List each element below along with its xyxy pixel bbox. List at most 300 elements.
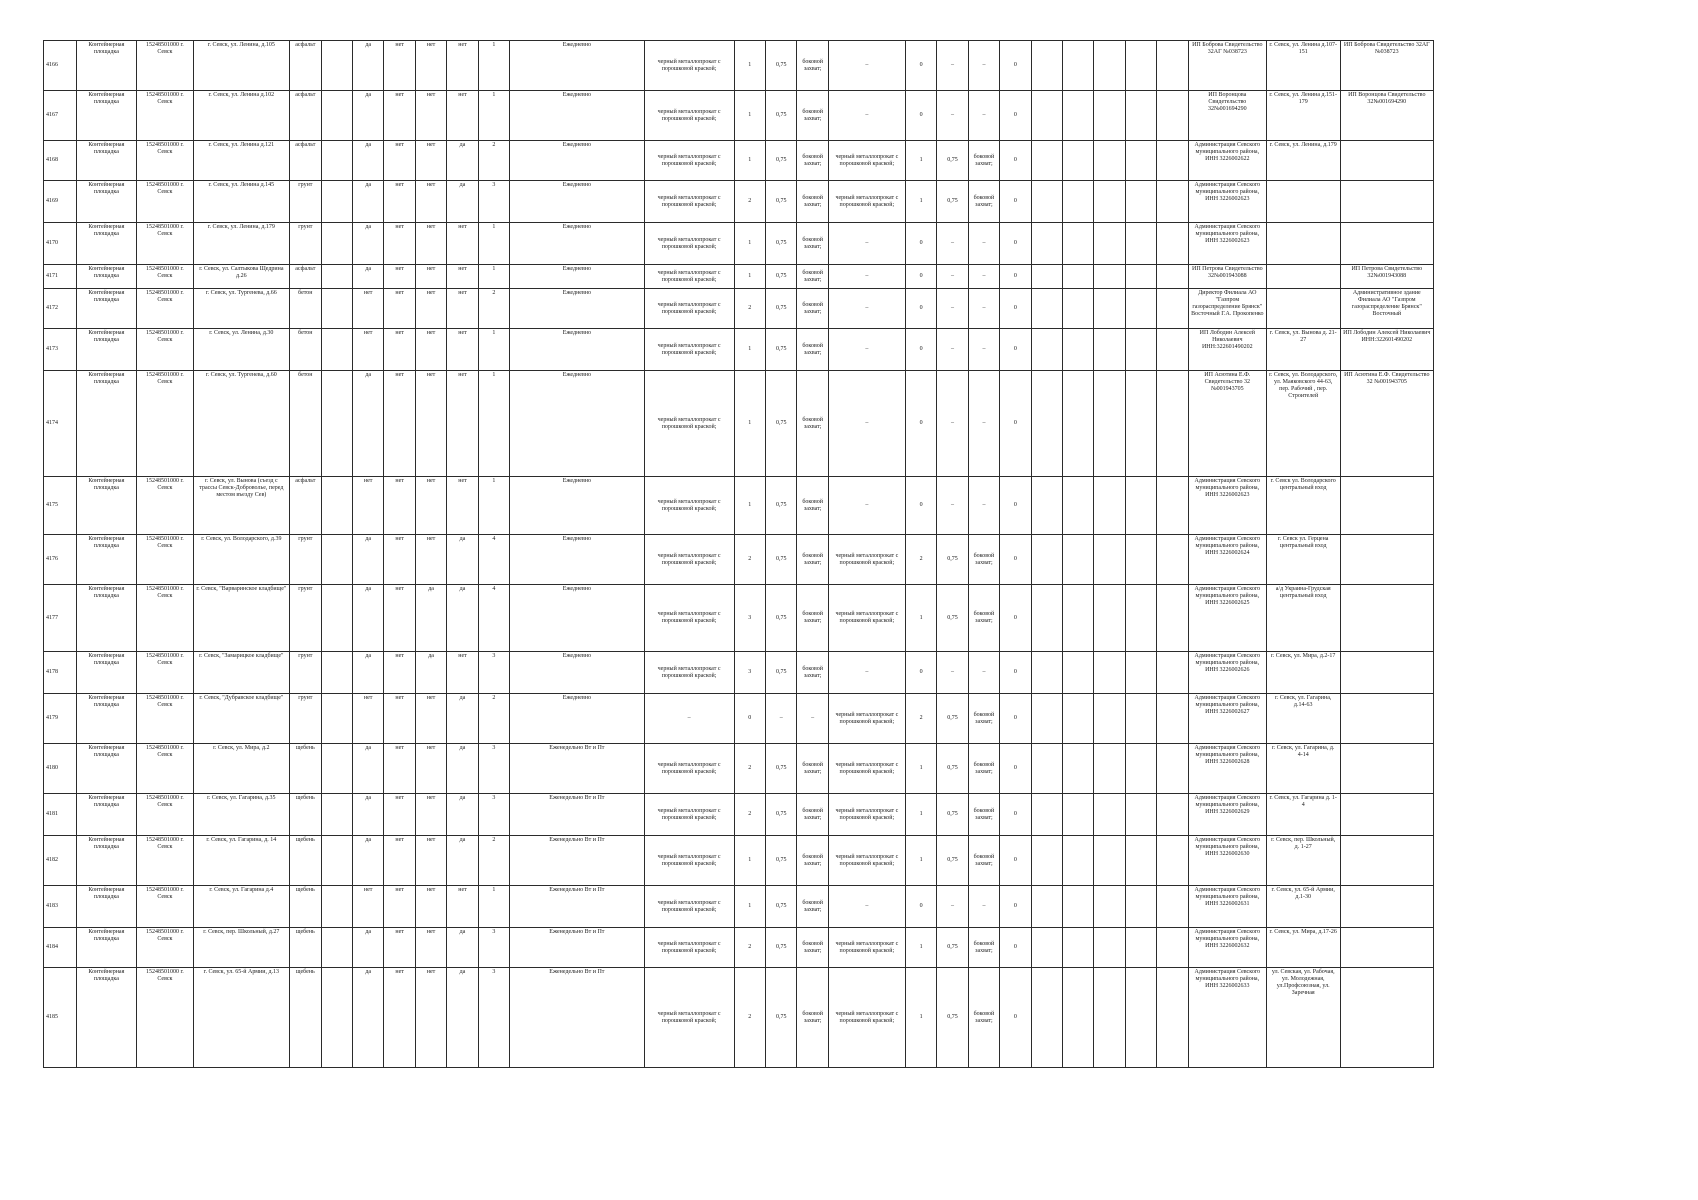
container-material-2: черный металлопрокат с порошковой краской; bbox=[828, 535, 905, 585]
empty-cell bbox=[1031, 928, 1062, 968]
separate-flag: нет bbox=[447, 329, 478, 371]
fence-flag: да bbox=[352, 744, 383, 794]
grip-type-2: боковой захват; bbox=[968, 744, 999, 794]
container-qty-2: 0 bbox=[905, 886, 936, 928]
grip-type: боковой захват; bbox=[797, 181, 828, 223]
table-row bbox=[44, 886, 1434, 928]
okato-code: 15248501000 г. Севск bbox=[137, 886, 193, 928]
site-id: 4181 bbox=[44, 794, 77, 836]
surface-type: щебень bbox=[290, 968, 321, 1068]
container-qty: 1 bbox=[734, 329, 765, 371]
container-material-2: черный металлопрокат с порошковой краской; bbox=[828, 141, 905, 181]
fence-flag: нет bbox=[352, 289, 383, 329]
okato-code: 15248501000 г. Севск bbox=[137, 41, 193, 91]
table-row bbox=[44, 968, 1434, 1068]
container-material: черный металлопрокат с порошковой краской; bbox=[644, 223, 734, 265]
container-qty: 1 bbox=[734, 141, 765, 181]
container-qty-2: 0 bbox=[905, 289, 936, 329]
container-material-2: – bbox=[828, 265, 905, 289]
empty-cell bbox=[1094, 694, 1125, 744]
site-id: 4173 bbox=[44, 329, 77, 371]
separate-flag: да bbox=[447, 928, 478, 968]
site-type: Контейнерная площадка bbox=[76, 928, 137, 968]
empty-cell bbox=[1125, 652, 1156, 694]
site-address: г. Севск, ул. Гагарина, д.35 bbox=[193, 794, 289, 836]
container-qty: 1 bbox=[734, 265, 765, 289]
site-id: 4167 bbox=[44, 91, 77, 141]
empty-cell bbox=[321, 694, 352, 744]
surface-type: асфальт bbox=[290, 265, 321, 289]
container-qty-2: 1 bbox=[905, 968, 936, 1068]
table-row bbox=[44, 223, 1434, 265]
waste-source bbox=[1340, 477, 1433, 535]
container-volume: 0,75 bbox=[766, 265, 797, 289]
okato-code: 15248501000 г. Севск bbox=[137, 289, 193, 329]
site-type: Контейнерная площадка bbox=[76, 329, 137, 371]
roof-flag: нет bbox=[384, 329, 415, 371]
container-count: 2 bbox=[478, 141, 509, 181]
site-type: Контейнерная площадка bbox=[76, 886, 137, 928]
container-count: 3 bbox=[478, 652, 509, 694]
container-volume: 0,75 bbox=[766, 329, 797, 371]
site-id: 4172 bbox=[44, 289, 77, 329]
large-waste-flag: нет bbox=[415, 289, 446, 329]
site-id: 4175 bbox=[44, 477, 77, 535]
table-row bbox=[44, 41, 1434, 91]
container-qty: 2 bbox=[734, 968, 765, 1068]
empty-cell bbox=[1125, 928, 1156, 968]
waste-source: ИП Асютина Е.Ф. Свидетельство 32 №001943705 bbox=[1340, 371, 1433, 477]
empty-cell bbox=[321, 141, 352, 181]
container-count: 1 bbox=[478, 223, 509, 265]
empty-cell bbox=[1063, 928, 1094, 968]
separate-flag: нет bbox=[447, 371, 478, 477]
waste-source bbox=[1340, 652, 1433, 694]
empty-cell bbox=[1063, 744, 1094, 794]
empty-cell bbox=[1094, 41, 1125, 91]
container-material-2: – bbox=[828, 886, 905, 928]
waste-source bbox=[1340, 836, 1433, 886]
fence-flag: да bbox=[352, 265, 383, 289]
empty-cell bbox=[1063, 886, 1094, 928]
owner-info: Директор Филиала АО "Газпром газораспределение Брянск" Восточный Г.А. Прокопенко bbox=[1188, 289, 1266, 329]
container-material: черный металлопрокат с порошковой краской; bbox=[644, 265, 734, 289]
empty-cell bbox=[1157, 886, 1188, 928]
empty-cell bbox=[1157, 694, 1188, 744]
container-count: 3 bbox=[478, 928, 509, 968]
bunker-count: 0 bbox=[1000, 535, 1031, 585]
container-volume: 0,75 bbox=[766, 928, 797, 968]
container-count: 1 bbox=[478, 371, 509, 477]
site-type: Контейнерная площадка bbox=[76, 41, 137, 91]
owner-info: Администрация Севского муниципального района, ИНН 3226002632 bbox=[1188, 928, 1266, 968]
grip-type: боковой захват; bbox=[797, 744, 828, 794]
container-volume: 0,75 bbox=[766, 181, 797, 223]
large-waste-flag: да bbox=[415, 652, 446, 694]
waste-source bbox=[1340, 694, 1433, 744]
container-material-2: – bbox=[828, 91, 905, 141]
container-material: черный металлопрокат с порошковой краской; bbox=[644, 477, 734, 535]
empty-cell bbox=[1157, 265, 1188, 289]
empty-cell bbox=[1063, 329, 1094, 371]
container-material: черный металлопрокат с порошковой краской; bbox=[644, 836, 734, 886]
fence-flag: да bbox=[352, 141, 383, 181]
container-volume-2: – bbox=[937, 477, 968, 535]
owner-info: ИП Асютина Е.Ф. Свидетельство 32 №001943705 bbox=[1188, 371, 1266, 477]
served-addresses: г. Севск, ул. Ленина, д.179 bbox=[1266, 141, 1340, 181]
grip-type: – bbox=[797, 694, 828, 744]
site-type: Контейнерная площадка bbox=[76, 289, 137, 329]
grip-type-2: – bbox=[968, 265, 999, 289]
container-material: черный металлопрокат с порошковой краской; bbox=[644, 91, 734, 141]
container-volume: – bbox=[766, 694, 797, 744]
fence-flag: нет bbox=[352, 329, 383, 371]
fence-flag: да bbox=[352, 652, 383, 694]
container-qty-2: 2 bbox=[905, 535, 936, 585]
site-address: г. Севск, ул. Гагарина д.4 bbox=[193, 886, 289, 928]
removal-schedule: Еженедельно Вт и Пт bbox=[510, 886, 644, 928]
table-row bbox=[44, 289, 1434, 329]
removal-schedule: Ежедневно bbox=[510, 223, 644, 265]
container-count: 1 bbox=[478, 329, 509, 371]
table-row bbox=[44, 794, 1434, 836]
container-material-2: черный металлопрокат с порошковой краской; bbox=[828, 794, 905, 836]
bunker-count: 0 bbox=[1000, 41, 1031, 91]
container-qty: 1 bbox=[734, 477, 765, 535]
site-id: 4179 bbox=[44, 694, 77, 744]
empty-cell bbox=[1031, 535, 1062, 585]
empty-cell bbox=[1157, 141, 1188, 181]
okato-code: 15248501000 г. Севск bbox=[137, 794, 193, 836]
empty-cell bbox=[1157, 535, 1188, 585]
container-volume-2: – bbox=[937, 371, 968, 477]
container-material: черный металлопрокат с порошковой краской; bbox=[644, 371, 734, 477]
grip-type: боковой захват; bbox=[797, 91, 828, 141]
container-volume-2: 0,75 bbox=[937, 836, 968, 886]
empty-cell bbox=[1031, 477, 1062, 535]
table-row bbox=[44, 181, 1434, 223]
site-id: 4183 bbox=[44, 886, 77, 928]
separate-flag: да bbox=[447, 585, 478, 652]
empty-cell bbox=[1094, 371, 1125, 477]
empty-cell bbox=[1063, 794, 1094, 836]
fence-flag: нет bbox=[352, 694, 383, 744]
site-address: г. Севск, ул. Володарского, д.39 bbox=[193, 535, 289, 585]
bunker-count: 0 bbox=[1000, 744, 1031, 794]
empty-cell bbox=[1063, 289, 1094, 329]
container-count: 1 bbox=[478, 265, 509, 289]
separate-flag: да bbox=[447, 141, 478, 181]
site-type: Контейнерная площадка bbox=[76, 585, 137, 652]
container-qty-2: 1 bbox=[905, 141, 936, 181]
table-row bbox=[44, 928, 1434, 968]
site-id: 4169 bbox=[44, 181, 77, 223]
empty-cell bbox=[1063, 694, 1094, 744]
empty-cell bbox=[1063, 968, 1094, 1068]
container-count: 3 bbox=[478, 744, 509, 794]
empty-cell bbox=[1031, 223, 1062, 265]
container-material: черный металлопрокат с порошковой краской; bbox=[644, 652, 734, 694]
empty-cell bbox=[1031, 794, 1062, 836]
empty-cell bbox=[1031, 585, 1062, 652]
empty-cell bbox=[321, 289, 352, 329]
container-count: 2 bbox=[478, 836, 509, 886]
roof-flag: нет bbox=[384, 477, 415, 535]
large-waste-flag: нет bbox=[415, 329, 446, 371]
site-address: г. Севск, ул. Ленина д.145 bbox=[193, 181, 289, 223]
empty-cell bbox=[1157, 836, 1188, 886]
site-address: г. Севск, "Варваринское кладбище" bbox=[193, 585, 289, 652]
removal-schedule: Еженедельно Вт и Пт bbox=[510, 836, 644, 886]
roof-flag: нет bbox=[384, 694, 415, 744]
grip-type: боковой захват; bbox=[797, 477, 828, 535]
site-id: 4176 bbox=[44, 535, 77, 585]
roof-flag: нет bbox=[384, 141, 415, 181]
empty-cell bbox=[1094, 535, 1125, 585]
served-addresses: г. Севск, ул. Володарского, ул. Маяковского 44-63, пер. Рабочий , пер. Строителей bbox=[1266, 371, 1340, 477]
empty-cell bbox=[1157, 477, 1188, 535]
grip-type-2: – bbox=[968, 477, 999, 535]
site-type: Контейнерная площадка bbox=[76, 477, 137, 535]
surface-type: грунт bbox=[290, 694, 321, 744]
site-id: 4182 bbox=[44, 836, 77, 886]
container-count: 2 bbox=[478, 289, 509, 329]
container-qty: 3 bbox=[734, 652, 765, 694]
site-id: 4178 bbox=[44, 652, 77, 694]
okato-code: 15248501000 г. Севск bbox=[137, 181, 193, 223]
empty-cell bbox=[1094, 223, 1125, 265]
container-volume-2: – bbox=[937, 652, 968, 694]
container-material-2: – bbox=[828, 289, 905, 329]
container-count: 3 bbox=[478, 794, 509, 836]
container-volume-2: – bbox=[937, 265, 968, 289]
container-volume: 0,75 bbox=[766, 91, 797, 141]
table-row bbox=[44, 744, 1434, 794]
empty-cell bbox=[1157, 289, 1188, 329]
removal-schedule: Ежедневно bbox=[510, 585, 644, 652]
surface-type: асфальт bbox=[290, 41, 321, 91]
container-qty: 2 bbox=[734, 928, 765, 968]
container-volume-2: – bbox=[937, 41, 968, 91]
container-qty: 3 bbox=[734, 585, 765, 652]
container-volume: 0,75 bbox=[766, 477, 797, 535]
site-address: г. Севск, пер. Школьный, д.27 bbox=[193, 928, 289, 968]
removal-schedule: Еженедельно Вт и Пт bbox=[510, 744, 644, 794]
grip-type-2: боковой захват; bbox=[968, 836, 999, 886]
container-qty-2: 0 bbox=[905, 371, 936, 477]
container-volume-2: – bbox=[937, 289, 968, 329]
grip-type-2: – bbox=[968, 652, 999, 694]
empty-cell bbox=[1031, 181, 1062, 223]
bunker-count: 0 bbox=[1000, 223, 1031, 265]
grip-type: боковой захват; bbox=[797, 794, 828, 836]
bunker-count: 0 bbox=[1000, 289, 1031, 329]
container-volume: 0,75 bbox=[766, 535, 797, 585]
table-row bbox=[44, 265, 1434, 289]
grip-type-2: – bbox=[968, 41, 999, 91]
okato-code: 15248501000 г. Севск bbox=[137, 928, 193, 968]
container-qty: 1 bbox=[734, 886, 765, 928]
empty-cell bbox=[1063, 181, 1094, 223]
separate-flag: нет bbox=[447, 41, 478, 91]
empty-cell bbox=[1031, 41, 1062, 91]
container-qty-2: 0 bbox=[905, 41, 936, 91]
container-count: 2 bbox=[478, 694, 509, 744]
fence-flag: да bbox=[352, 794, 383, 836]
owner-info: Администрация Севского муниципального района, ИНН 3226002629 bbox=[1188, 794, 1266, 836]
container-material: черный металлопрокат с порошковой краской; bbox=[644, 794, 734, 836]
container-volume: 0,75 bbox=[766, 141, 797, 181]
container-qty-2: 2 bbox=[905, 694, 936, 744]
served-addresses: г. Севск, ул. Ленина д.151-179 bbox=[1266, 91, 1340, 141]
container-material: черный металлопрокат с порошковой краской; bbox=[644, 41, 734, 91]
bunker-count: 0 bbox=[1000, 585, 1031, 652]
grip-type-2: боковой захват; bbox=[968, 181, 999, 223]
empty-cell bbox=[1063, 41, 1094, 91]
served-addresses: г. Севск, ул. Вынова д. 21-27 bbox=[1266, 329, 1340, 371]
separate-flag: да bbox=[447, 968, 478, 1068]
empty-cell bbox=[321, 652, 352, 694]
container-volume: 0,75 bbox=[766, 652, 797, 694]
grip-type-2: – bbox=[968, 289, 999, 329]
empty-cell bbox=[1094, 928, 1125, 968]
surface-type: щебень bbox=[290, 836, 321, 886]
container-qty: 1 bbox=[734, 91, 765, 141]
container-material-2: – bbox=[828, 41, 905, 91]
empty-cell bbox=[1094, 836, 1125, 886]
owner-info: Администрация Севского муниципального района, ИНН 3226002630 bbox=[1188, 836, 1266, 886]
site-address: г. Севск, ул. Ленина д.121 bbox=[193, 141, 289, 181]
waste-source bbox=[1340, 794, 1433, 836]
container-qty: 1 bbox=[734, 41, 765, 91]
grip-type-2: – bbox=[968, 371, 999, 477]
container-qty-2: 1 bbox=[905, 794, 936, 836]
empty-cell bbox=[321, 794, 352, 836]
okato-code: 15248501000 г. Севск bbox=[137, 329, 193, 371]
separate-flag: нет bbox=[447, 91, 478, 141]
fence-flag: да bbox=[352, 836, 383, 886]
waste-source: ИП Лободин Алексей Николаевич ИНН:322601490202 bbox=[1340, 329, 1433, 371]
separate-flag: да bbox=[447, 836, 478, 886]
empty-cell bbox=[1094, 968, 1125, 1068]
grip-type: боковой захват; bbox=[797, 535, 828, 585]
bunker-count: 0 bbox=[1000, 836, 1031, 886]
large-waste-flag: нет bbox=[415, 928, 446, 968]
container-material-2: черный металлопрокат с порошковой краской; bbox=[828, 836, 905, 886]
table-row bbox=[44, 329, 1434, 371]
okato-code: 15248501000 г. Севск bbox=[137, 141, 193, 181]
table-row bbox=[44, 694, 1434, 744]
bunker-count: 0 bbox=[1000, 928, 1031, 968]
okato-code: 15248501000 г. Севск bbox=[137, 223, 193, 265]
roof-flag: нет bbox=[384, 41, 415, 91]
grip-type: боковой захват; bbox=[797, 41, 828, 91]
site-type: Контейнерная площадка bbox=[76, 223, 137, 265]
empty-cell bbox=[1031, 694, 1062, 744]
empty-cell bbox=[1157, 329, 1188, 371]
served-addresses: г. Севск, ул. Ленина д.107-151 bbox=[1266, 41, 1340, 91]
container-volume: 0,75 bbox=[766, 794, 797, 836]
roof-flag: нет bbox=[384, 968, 415, 1068]
container-material-2: – bbox=[828, 371, 905, 477]
empty-cell bbox=[321, 585, 352, 652]
grip-type-2: боковой захват; bbox=[968, 794, 999, 836]
table-row bbox=[44, 91, 1434, 141]
fence-flag: да bbox=[352, 535, 383, 585]
empty-cell bbox=[1094, 477, 1125, 535]
empty-cell bbox=[1094, 886, 1125, 928]
bunker-count: 0 bbox=[1000, 91, 1031, 141]
empty-cell bbox=[1125, 477, 1156, 535]
site-id: 4184 bbox=[44, 928, 77, 968]
removal-schedule: Ежедневно bbox=[510, 41, 644, 91]
roof-flag: нет bbox=[384, 181, 415, 223]
large-waste-flag: да bbox=[415, 585, 446, 652]
okato-code: 15248501000 г. Севск bbox=[137, 744, 193, 794]
container-qty: 2 bbox=[734, 794, 765, 836]
container-qty: 2 bbox=[734, 744, 765, 794]
empty-cell bbox=[1094, 585, 1125, 652]
container-qty: 1 bbox=[734, 371, 765, 477]
site-address: г. Севск, "Дубравское кладбище" bbox=[193, 694, 289, 744]
owner-info: ИП Воронцова Свидетельство 32№001694290 bbox=[1188, 91, 1266, 141]
surface-type: грунт bbox=[290, 223, 321, 265]
owner-info: Администрация Севского муниципального района, ИНН 3226002623 bbox=[1188, 181, 1266, 223]
empty-cell bbox=[1031, 141, 1062, 181]
empty-cell bbox=[1157, 744, 1188, 794]
grip-type-2: боковой захват; bbox=[968, 141, 999, 181]
waste-source bbox=[1340, 928, 1433, 968]
waste-source: ИП Петрова Свидетельство 32№001943088 bbox=[1340, 265, 1433, 289]
container-material: черный металлопрокат с порошковой краской; bbox=[644, 968, 734, 1068]
empty-cell bbox=[1125, 535, 1156, 585]
grip-type: боковой захват; bbox=[797, 928, 828, 968]
container-volume-2: 0,75 bbox=[937, 744, 968, 794]
container-material-2: черный металлопрокат с порошковой краской; bbox=[828, 744, 905, 794]
served-addresses: г. Севск, ул. Гагарина, д.14-63 bbox=[1266, 694, 1340, 744]
bunker-count: 0 bbox=[1000, 694, 1031, 744]
separate-flag: нет bbox=[447, 289, 478, 329]
empty-cell bbox=[1125, 836, 1156, 886]
container-volume-2: 0,75 bbox=[937, 968, 968, 1068]
fence-flag: да bbox=[352, 181, 383, 223]
site-type: Контейнерная площадка bbox=[76, 836, 137, 886]
grip-type: боковой захват; bbox=[797, 968, 828, 1068]
bunker-count: 0 bbox=[1000, 265, 1031, 289]
removal-schedule: Ежедневно bbox=[510, 477, 644, 535]
empty-cell bbox=[1031, 652, 1062, 694]
grip-type: боковой захват; bbox=[797, 652, 828, 694]
grip-type: боковой захват; bbox=[797, 585, 828, 652]
empty-cell bbox=[1125, 141, 1156, 181]
empty-cell bbox=[1125, 744, 1156, 794]
empty-cell bbox=[1031, 289, 1062, 329]
empty-cell bbox=[1031, 886, 1062, 928]
site-id: 4171 bbox=[44, 265, 77, 289]
site-type: Контейнерная площадка bbox=[76, 694, 137, 744]
container-count: 1 bbox=[478, 477, 509, 535]
container-volume-2: 0,75 bbox=[937, 535, 968, 585]
site-type: Контейнерная площадка bbox=[76, 652, 137, 694]
removal-schedule: Ежедневно bbox=[510, 289, 644, 329]
site-id: 4180 bbox=[44, 744, 77, 794]
served-addresses: г. Севск ул. Герцена центральный вход bbox=[1266, 535, 1340, 585]
empty-cell bbox=[1031, 91, 1062, 141]
container-volume-2: 0,75 bbox=[937, 181, 968, 223]
owner-info: Администрация Севского муниципального района, ИНН 3226002626 bbox=[1188, 652, 1266, 694]
empty-cell bbox=[321, 968, 352, 1068]
owner-info: Администрация Севского муниципального района, ИНН 3226002627 bbox=[1188, 694, 1266, 744]
